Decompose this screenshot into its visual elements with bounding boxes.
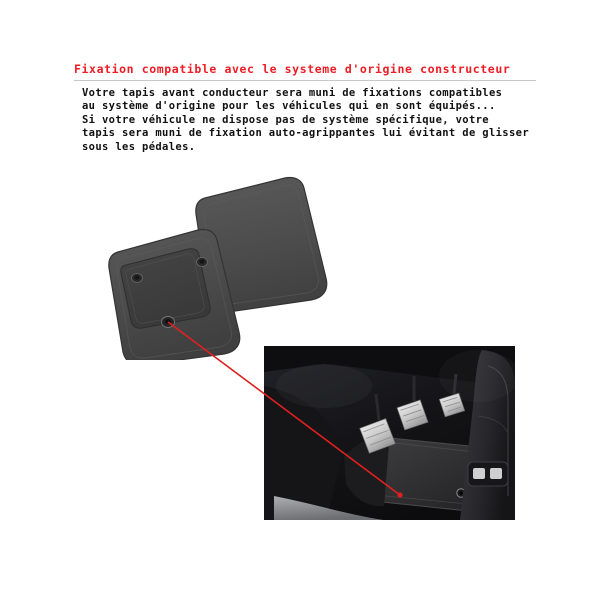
body-line: tapis sera muni de fixation auto-agrippantes lui évitant de glisser	[82, 127, 529, 140]
fastener-eyelet	[197, 258, 208, 267]
fastener-eyelet	[132, 274, 143, 283]
fastener-anchor-point	[162, 317, 175, 328]
body-line: au système d'origine pour les véhicules qui en sont équipés...	[82, 100, 496, 113]
headline-text: Fixation compatible avec le systeme d'origine constructeur	[74, 62, 511, 76]
headline-divider	[74, 80, 536, 81]
body-line: sous les pédales.	[82, 140, 196, 153]
floor-mats-illustration	[80, 160, 410, 360]
seat-control-switch	[468, 462, 508, 486]
body-line: Votre tapis avant conducteur sera muni de fixations compatibles	[82, 87, 503, 99]
body-copy	[82, 87, 537, 154]
body-line: Si votre véhicule ne dispose pas de système spécifique, votre	[82, 113, 489, 126]
vehicle-footwell-photo	[262, 344, 517, 522]
